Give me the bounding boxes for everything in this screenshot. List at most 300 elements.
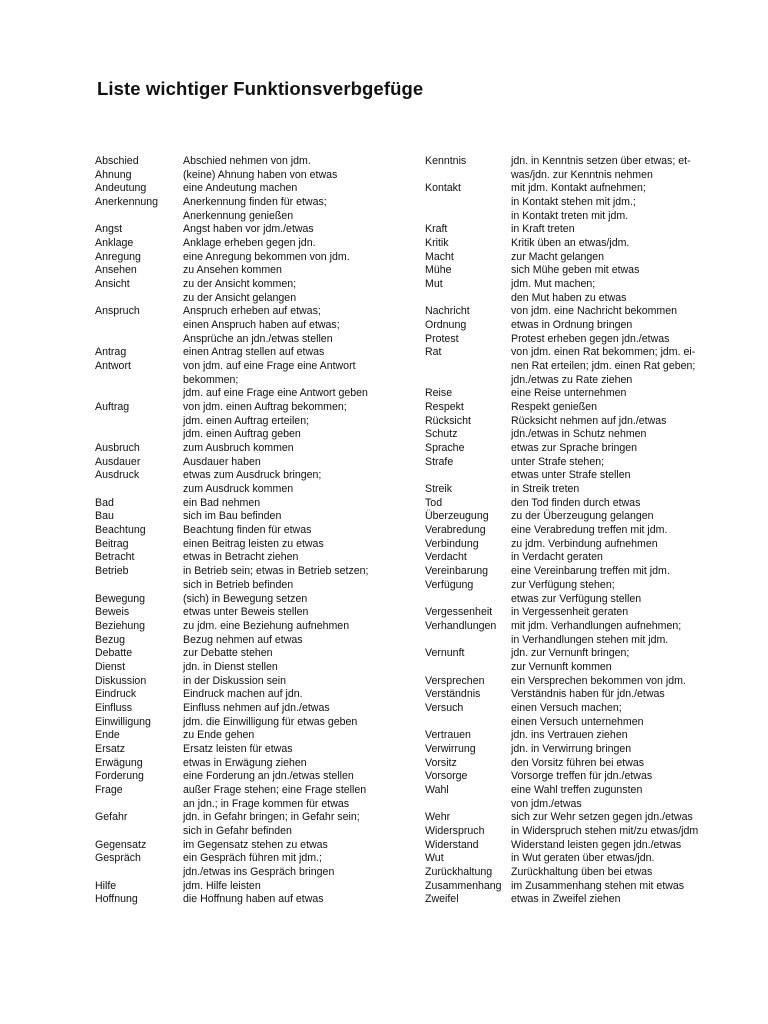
entry-line (92, 593, 422, 607)
glossary-entry (423, 278, 723, 305)
entry-line (423, 593, 723, 607)
entry-line (423, 620, 723, 634)
entry-line (423, 264, 723, 278)
entry-term: Vorsorge (425, 770, 468, 783)
entry-line (423, 565, 723, 579)
entry-line (423, 346, 723, 360)
glossary-entry (423, 743, 723, 757)
entry-phrase: ein Gespräch führen mit jdm.; (183, 852, 322, 865)
entry-phrase: in Verdacht geraten (511, 551, 603, 564)
entry-phrase: jdn. zur Vernunft bringen; (511, 647, 630, 660)
entry-line (92, 798, 422, 812)
glossary-entry (92, 155, 422, 169)
glossary-entry (423, 770, 723, 784)
entry-term: Vorsitz (425, 756, 457, 769)
entry-phrase: Anklage erheben gegen jdn. (183, 237, 316, 250)
entry-term: Reise (425, 387, 453, 400)
entry-line (92, 647, 422, 661)
entry-line (92, 278, 422, 292)
entry-phrase: eine Verabredung treffen mit jdm. (511, 524, 668, 537)
entry-line (423, 784, 723, 798)
entry-phrase: zur Verfügung stehen; (511, 578, 615, 591)
glossary-entry (92, 893, 422, 907)
entry-term: Vertrauen (425, 729, 471, 742)
entry-phrase: im Zusammenhang stehen mit etwas (511, 879, 685, 892)
entry-phrase: Anspruch erheben auf etwas; (183, 305, 321, 318)
entry-phrase: jdn./etwas ins Gespräch bringen (183, 865, 335, 878)
entry-term: Bad (95, 496, 114, 509)
entry-line (92, 155, 422, 169)
entry-line (92, 374, 422, 388)
entry-term: Beitrag (95, 537, 129, 550)
glossary-entry (92, 456, 422, 470)
entry-phrase: etwas zur Verfügung stellen (511, 592, 642, 605)
entry-term: Gegensatz (95, 838, 147, 851)
entry-phrase: mit jdm. Verhandlungen aufnehmen; (511, 619, 682, 632)
glossary-entry (92, 675, 422, 689)
entry-line (423, 251, 723, 265)
entry-phrase: in Wut geraten über etwas/jdn. (511, 852, 655, 865)
glossary-entry (423, 155, 723, 182)
entry-phrase: sich in Betrieb befinden (183, 578, 294, 591)
glossary-entry (423, 880, 723, 894)
entry-phrase: den Tod finden durch etwas (511, 496, 641, 509)
entry-line (92, 387, 422, 401)
entry-term: Ausbruch (95, 442, 140, 455)
entry-line (423, 483, 723, 497)
entry-line (92, 401, 422, 415)
glossary-entry (423, 839, 723, 853)
entry-term: Wahl (425, 783, 449, 796)
glossary-entry (423, 811, 723, 825)
entry-phrase: sich im Bau befinden (183, 510, 282, 523)
entry-line (423, 374, 723, 388)
entry-phrase: in Kraft treten (511, 223, 575, 236)
entry-phrase: eine Andeutung machen (183, 182, 298, 195)
entry-term: Verhandlungen (425, 619, 497, 632)
glossary-entry (92, 688, 422, 702)
entry-term: Gefahr (95, 811, 128, 824)
entry-line (92, 811, 422, 825)
entry-line (423, 798, 723, 812)
glossary-entry (423, 551, 723, 565)
entry-phrase: in Kontakt stehen mit jdm.; (511, 196, 636, 209)
glossary-entry (92, 223, 422, 237)
entry-phrase: in Widerspruch stehen mit/zu etwas/jdm (511, 824, 699, 837)
glossary-entry (423, 866, 723, 880)
entry-line (423, 182, 723, 196)
entry-phrase: einen Versuch machen; (511, 701, 622, 714)
entry-phrase: sich in Gefahr befinden (183, 824, 292, 837)
glossary-entry (92, 811, 422, 838)
entry-phrase: sich zur Wehr setzen gegen jdn./etwas (511, 811, 693, 824)
entry-line (423, 387, 723, 401)
entry-line (423, 675, 723, 689)
entry-term: Erwägung (95, 756, 143, 769)
glossary-entry (92, 278, 422, 305)
entry-phrase: Kritik üben an etwas/jdm. (511, 237, 630, 250)
entry-phrase: von jdm./etwas (511, 797, 582, 810)
entry-line (92, 319, 422, 333)
entry-phrase: eine Forderung an jdn./etwas stellen (183, 770, 354, 783)
entry-phrase: bekommen; (183, 373, 239, 386)
entry-term: Gespräch (95, 852, 141, 865)
entry-phrase: etwas in Betracht ziehen (183, 551, 299, 564)
entry-phrase: Protest erheben gegen jdn./etwas (511, 332, 670, 345)
glossary-entry (92, 729, 422, 743)
glossary-entry (423, 893, 723, 907)
entry-phrase: Anerkennung finden für etwas; (183, 196, 327, 209)
glossary-entry (92, 251, 422, 265)
entry-term: Strafe (425, 455, 454, 468)
entry-line (92, 428, 422, 442)
entry-phrase: Beachtung finden für etwas (183, 524, 312, 537)
entry-phrase: einen Beitrag leisten zu etwas (183, 537, 324, 550)
entry-phrase: zur Vernunft kommen (511, 660, 612, 673)
entry-phrase: Verständnis haben für jdn./etwas (511, 688, 665, 701)
entry-line (92, 497, 422, 511)
entry-line (423, 210, 723, 224)
glossary-entry (92, 880, 422, 894)
entry-line (423, 196, 723, 210)
glossary-entry (423, 524, 723, 538)
entry-line (92, 251, 422, 265)
entry-line (92, 196, 422, 210)
glossary-entry (92, 852, 422, 879)
glossary-entry (92, 839, 422, 853)
entry-line (92, 743, 422, 757)
entry-phrase: im Gegensatz stehen zu etwas (183, 838, 328, 851)
glossary-entry (423, 401, 723, 415)
entry-term: Beziehung (95, 619, 146, 632)
entry-phrase: Abschied nehmen von jdm. (183, 155, 311, 167)
entry-term: Versprechen (425, 674, 485, 687)
entry-line (423, 729, 723, 743)
glossary-entry (423, 757, 723, 771)
entry-line (92, 661, 422, 675)
entry-line (423, 237, 723, 251)
entry-phrase: zur Macht gelangen (511, 250, 605, 263)
entry-phrase: Zurückhaltung üben bei etwas (511, 865, 653, 878)
entry-term: Kenntnis (425, 155, 467, 167)
glossary-entry (423, 428, 723, 442)
entry-phrase: Angst haben vor jdm./etwas (183, 223, 314, 236)
entry-line (423, 893, 723, 907)
entry-line (423, 155, 723, 169)
entry-term: Zurückhaltung (425, 865, 493, 878)
entry-line (423, 305, 723, 319)
entry-term: Anerkennung (95, 196, 159, 209)
entry-phrase: in Betrieb sein; etwas in Betrieb setzen; (183, 565, 369, 578)
entry-line (423, 606, 723, 620)
page-title: Liste wichtiger Funktionsverbgefüge (97, 78, 424, 99)
entry-line (423, 770, 723, 784)
glossary-entry (92, 169, 422, 183)
glossary-entry (423, 237, 723, 251)
glossary-entry (423, 333, 723, 347)
entry-term: Diskussion (95, 674, 147, 687)
entry-term: Nachricht (425, 305, 470, 318)
entry-phrase: in Kontakt treten mit jdm. (511, 209, 629, 222)
entry-line (423, 880, 723, 894)
entry-term: Mühe (425, 264, 452, 277)
entry-line (423, 743, 723, 757)
entry-phrase: jdn. in Dienst stellen (183, 660, 278, 673)
entry-phrase: von jdm. auf eine Frage eine Antwort (183, 360, 356, 373)
entry-term: Dienst (95, 660, 126, 673)
entry-phrase: von jdm. eine Nachricht bekommen (511, 305, 678, 318)
glossary-entry (92, 510, 422, 524)
entry-phrase: jdm. Mut machen; (511, 278, 596, 291)
entry-term: Andeutung (95, 182, 147, 195)
entry-line (92, 524, 422, 538)
entry-line (92, 292, 422, 306)
entry-phrase: die Hoffnung haben auf etwas (183, 893, 324, 906)
glossary-entry (92, 784, 422, 811)
entry-term: Kritik (425, 237, 449, 250)
entry-phrase: von jdm. einen Rat bekommen; jdm. ei- (511, 346, 696, 359)
entry-line (92, 510, 422, 524)
glossary-entry (92, 606, 422, 620)
entry-phrase: Ansprüche an jdn./etwas stellen (183, 332, 333, 345)
entry-phrase: jdn. in Verwirrung bringen (511, 742, 632, 755)
glossary-entry (423, 852, 723, 866)
glossary-entry (423, 784, 723, 811)
entry-line (92, 784, 422, 798)
glossary-entry (92, 593, 422, 607)
entry-line (423, 757, 723, 771)
entry-line (92, 825, 422, 839)
glossary-entry (423, 251, 723, 265)
entry-phrase: ein Bad nehmen (183, 496, 261, 509)
glossary-entry (92, 305, 422, 346)
entry-term: Bau (95, 510, 114, 523)
entry-term: Zweifel (425, 893, 459, 906)
entry-term: Macht (425, 250, 454, 263)
entry-phrase: unter Strafe stehen; (511, 455, 605, 468)
entry-term: Schutz (425, 428, 458, 441)
entry-line (423, 360, 723, 374)
entry-term: Angst (95, 223, 123, 236)
glossary-entry (423, 579, 723, 606)
entry-line (92, 866, 422, 880)
entry-line (423, 661, 723, 675)
entry-line (92, 852, 422, 866)
glossary-entry (92, 237, 422, 251)
entry-term: Mut (425, 278, 443, 291)
entry-phrase: sich Mühe geben mit etwas (511, 264, 640, 277)
entry-line (92, 606, 422, 620)
entry-phrase: jdn. in Gefahr bringen; in Gefahr sein; (183, 811, 360, 824)
entry-line (92, 223, 422, 237)
glossary-entry (92, 538, 422, 552)
entry-line (92, 538, 422, 552)
entry-phrase: zum Ausbruch kommen (183, 442, 294, 455)
entry-phrase: Einfluss nehmen auf jdn./etwas (183, 701, 330, 714)
entry-term: Ausdruck (95, 469, 140, 482)
entry-phrase: in Verhandlungen stehen mit jdm. (511, 633, 669, 646)
entry-line (92, 893, 422, 907)
entry-phrase: jdm. auf eine Frage eine Antwort geben (183, 387, 368, 400)
entry-term: Ansehen (95, 264, 137, 277)
right-column (423, 155, 723, 907)
glossary-entry (423, 729, 723, 743)
entry-line (92, 757, 422, 771)
glossary-entry (92, 620, 422, 634)
entry-line (92, 483, 422, 497)
glossary-entry (423, 182, 723, 223)
glossary-entry (423, 825, 723, 839)
entry-line (423, 852, 723, 866)
glossary-entry (423, 483, 723, 497)
entry-phrase: etwas zur Sprache bringen (511, 442, 638, 455)
entry-term: Ordnung (425, 319, 467, 332)
glossary-entry (92, 346, 422, 360)
entry-line (92, 675, 422, 689)
entry-line (92, 551, 422, 565)
entry-line (423, 716, 723, 730)
entry-term: Verdacht (425, 551, 467, 564)
entry-term: Frage (95, 783, 123, 796)
entry-phrase: jdm. Hilfe leisten (183, 879, 261, 892)
entry-phrase: von jdm. einen Auftrag bekommen; (183, 401, 347, 414)
glossary-entry (423, 497, 723, 511)
entry-line (423, 497, 723, 511)
entry-line (423, 278, 723, 292)
entry-line (92, 565, 422, 579)
glossary-entry (92, 469, 422, 496)
entry-phrase: den Mut haben zu etwas (511, 291, 627, 304)
entry-term: Einfluss (95, 701, 133, 714)
entry-line (92, 305, 422, 319)
entry-phrase: Eindruck machen auf jdn. (183, 688, 303, 701)
entry-term: Antrag (95, 346, 127, 359)
entry-line (423, 551, 723, 565)
entry-term: Respekt (425, 401, 464, 414)
entry-line (92, 729, 422, 743)
entry-line (92, 620, 422, 634)
entry-term: Tod (425, 496, 443, 509)
entry-term: Eindruck (95, 688, 137, 701)
entry-line (423, 510, 723, 524)
entry-line (92, 346, 422, 360)
glossary-entry (423, 346, 723, 387)
entry-phrase: Rücksicht nehmen auf jdn./etwas (511, 414, 667, 427)
entry-phrase: den Vorsitz führen bei etwas (511, 756, 645, 769)
entry-term: Debatte (95, 647, 133, 660)
entry-line (92, 770, 422, 784)
entry-line (92, 415, 422, 429)
entry-phrase: zu jdm. eine Beziehung aufnehmen (183, 619, 350, 632)
entry-term: Rücksicht (425, 414, 471, 427)
entry-phrase: eine Anregung bekommen von jdm. (183, 250, 350, 263)
entry-term: Verwirrung (425, 742, 476, 755)
entry-line (423, 825, 723, 839)
entry-phrase: was/jdn. zur Kenntnis nehmen (511, 168, 653, 181)
entry-line (92, 182, 422, 196)
entry-phrase: Anerkennung genießen (183, 209, 294, 222)
entry-phrase: zur Debatte stehen (183, 647, 273, 660)
entry-phrase: zu der Ansicht gelangen (183, 291, 297, 304)
entry-line (423, 839, 723, 853)
entry-line (92, 880, 422, 894)
entry-phrase: zu Ende gehen (183, 729, 255, 742)
entry-line (92, 264, 422, 278)
entry-phrase: jdm. einen Auftrag geben (183, 428, 301, 441)
glossary-entry (423, 688, 723, 702)
entry-phrase: in Streik treten (511, 483, 580, 496)
entry-term: Beachtung (95, 524, 146, 537)
glossary-entry (92, 716, 422, 730)
entry-line (423, 538, 723, 552)
entry-line (92, 333, 422, 347)
entry-line (92, 456, 422, 470)
entry-line (92, 716, 422, 730)
entry-phrase: zu jdm. Verbindung aufnehmen (511, 537, 658, 550)
glossary-entry (423, 620, 723, 647)
entry-term: Verständnis (425, 688, 481, 701)
entry-term: Einwilligung (95, 715, 151, 728)
entry-term: Vernunft (425, 647, 465, 660)
entry-term: Anspruch (95, 305, 140, 318)
glossary-entry (423, 606, 723, 620)
entry-phrase: etwas unter Strafe stellen (511, 469, 631, 482)
entry-phrase: eine Vereinbarung treffen mit jdm. (511, 565, 670, 578)
entry-term: Wehr (425, 811, 451, 824)
glossary-entry (92, 401, 422, 442)
entry-phrase: in der Diskussion sein (183, 674, 287, 687)
entry-phrase: einen Anspruch haben auf etwas; (183, 319, 340, 332)
glossary-entry (423, 305, 723, 319)
glossary-entry (423, 675, 723, 689)
entry-line (423, 469, 723, 483)
glossary-entry (92, 770, 422, 784)
entry-term: Anregung (95, 250, 141, 263)
entry-phrase: zu der Überzeugung gelangen (511, 510, 654, 523)
entry-line (92, 469, 422, 483)
entry-phrase: (keine) Ahnung haben von etwas (183, 168, 338, 181)
entry-line (92, 237, 422, 251)
entry-term: Sprache (425, 442, 465, 455)
entry-phrase: Bezug nehmen auf etwas (183, 633, 303, 646)
entry-line (423, 401, 723, 415)
entry-line (92, 634, 422, 648)
entry-term: Verbindung (425, 537, 479, 550)
entry-phrase: an jdn.; in Frage kommen für etwas (183, 797, 350, 810)
glossary-entry (423, 538, 723, 552)
entry-phrase: (sich) in Bewegung setzen (183, 592, 308, 605)
glossary-entry (423, 264, 723, 278)
entry-line (423, 456, 723, 470)
glossary-entry (423, 415, 723, 429)
entry-phrase: jdm. einen Auftrag erteilen; (183, 414, 310, 427)
entry-line (423, 428, 723, 442)
entry-term: Überzeugung (425, 510, 489, 523)
entry-line (423, 866, 723, 880)
entry-term: Widerspruch (425, 824, 485, 837)
entry-line (92, 210, 422, 224)
entry-term: Betracht (95, 551, 135, 564)
entry-term: Vereinbarung (425, 565, 489, 578)
entry-line (92, 360, 422, 374)
entry-phrase: jdn./etwas in Schutz nehmen (511, 428, 647, 441)
entry-term: Bewegung (95, 592, 146, 605)
entry-term: Anklage (95, 237, 134, 250)
glossary-entry (92, 442, 422, 456)
glossary-entry (92, 634, 422, 648)
entry-term: Abschied (95, 155, 139, 167)
entry-phrase: Ausdauer haben (183, 455, 261, 468)
